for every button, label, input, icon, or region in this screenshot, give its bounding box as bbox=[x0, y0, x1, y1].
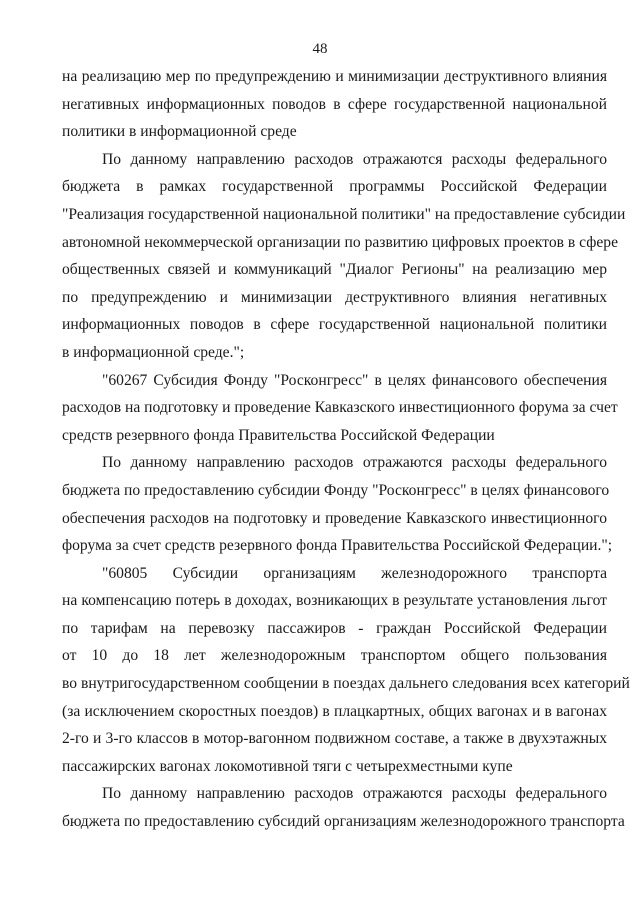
page-number: 48 bbox=[312, 41, 328, 57]
paragraph bbox=[62, 63, 607, 146]
paragraph bbox=[62, 449, 613, 559]
text-line: средств резервного фонда Правительства Российской Федерации bbox=[62, 426, 495, 444]
text-line: автономной некоммерческой организации по развитию цифровых проектов в сфере bbox=[62, 233, 618, 251]
paragraph bbox=[62, 146, 626, 367]
text-line: негативных информационных поводов в сфере государственной национальной bbox=[62, 95, 607, 113]
text-line: на компенсацию потерь в доходах, возникающих в результате установления льгот bbox=[62, 592, 607, 610]
text-line: расходов на подготовку и проведение Кавказского инвестиционного форума за счет bbox=[62, 399, 618, 417]
text-line: (за исключением скоростных поездов) в плацкартных, общих вагонах и в вагонах bbox=[62, 702, 607, 720]
text-line: бюджета в рамках государственной программы Российской Федерации bbox=[62, 178, 607, 196]
paragraph bbox=[62, 560, 630, 781]
paragraph bbox=[62, 780, 625, 835]
text-line: По данному направлению расходов отражаются расходы федерального bbox=[102, 150, 607, 168]
text-line: бюджета по предоставлению субсидии Фонду "Росконгресс" в целях финансового bbox=[62, 481, 610, 499]
document-body bbox=[62, 63, 630, 836]
text-line: общественных связей и коммуникаций "Диалог Регионы" на реализацию мер bbox=[62, 261, 607, 279]
text-line: от 10 до 18 лет железнодорожным транспортом общего пользования bbox=[62, 647, 607, 665]
text-line: "60267 Субсидия Фонду "Росконгресс" в целях финансового обеспечения bbox=[102, 371, 607, 389]
text-line: "60805 Субсидии организациям железнодорожного транспорта bbox=[102, 564, 607, 582]
text-line: политики в информационной среде bbox=[62, 123, 297, 141]
text-line: пассажирских вагонах локомотивной тяги с четырехместными купе bbox=[62, 757, 513, 775]
text-line: По данному направлению расходов отражаются расходы федерального bbox=[102, 785, 607, 803]
text-line: во внутригосударственном сообщении в поездах дальнего следования всех категорий bbox=[62, 675, 630, 693]
text-line: бюджета по предоставлению субсидий организациям железнодорожного транспорта bbox=[62, 813, 625, 831]
text-line: 2-го и 3-го классов в мотор-вагонном подвижном составе, а также в двухэтажных bbox=[62, 730, 607, 748]
text-line: обеспечения расходов на подготовку и проведение Кавказского инвестиционного bbox=[62, 509, 607, 527]
text-line: по тарифам на перевозку пассажиров - граждан Российской Федерации bbox=[62, 619, 607, 637]
text-line: По данному направлению расходов отражаются расходы федерального bbox=[102, 454, 607, 472]
text-line: по предупреждению и минимизации деструктивного влияния негативных bbox=[62, 288, 607, 306]
text-line: в информационной среде."; bbox=[62, 343, 245, 361]
text-line: "Реализация государственной национальной политики" на предоставление субсидии bbox=[62, 205, 626, 223]
text-line: форума за счет средств резервного фонда Правительства Российской Федерации."; bbox=[62, 537, 613, 555]
text-line: информационных поводов в сфере государственной национальной политики bbox=[62, 316, 607, 334]
paragraph bbox=[62, 367, 618, 450]
text-line: на реализацию мер по предупреждению и минимизации деструктивного влияния bbox=[62, 68, 607, 85]
